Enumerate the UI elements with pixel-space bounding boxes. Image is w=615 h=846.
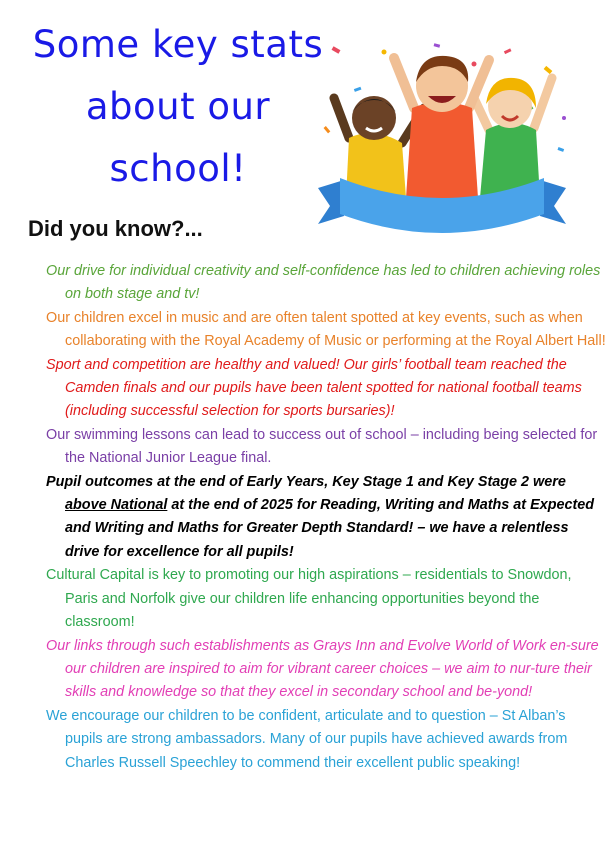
section-heading: Did you know?... — [28, 216, 203, 241]
fact-career-links: Our links through such establishments as Grays Inn and Evolve World of Work en-sure our children are inspired to aim for vibrant career choices – we aim to nur-ture their skills and knowledge so that they excel in secondary school and be-yond! — [46, 637, 599, 701]
title-line-3: school! — [109, 147, 247, 190]
page-title — [18, 14, 338, 200]
fact-public-speaking: We encourage our children to be confident, articulate and to question – St Alban’s pupils are strong ambassadors. Many of our pupils have achieved awards from Charles Russell Speechley to commend their excellent public speaking! — [46, 707, 568, 771]
title-line-2: about our — [85, 85, 271, 128]
fact-music: Our children excel in music and are often talent spotted at key events, such as when collaborating with the Royal Academy of Music or performing at the Royal Albert Hall! — [46, 309, 606, 350]
fact-swimming: Our swimming lessons can lead to success out of school – including being selected for the National Junior League final. — [46, 426, 598, 467]
fact-creativity: Our drive for individual creativity and self-confidence has led to children achieving roles on both stage and tv! — [46, 263, 601, 303]
above-national-emphasis: above National — [65, 497, 168, 514]
fact-cultural-capital: Cultural Capital is key to promoting our high aspirations – residentials to Snowdon, Paris and Norfolk give our children life enhancing opportunities beyond the classroom! — [46, 567, 572, 631]
celebrating-children-illustration — [314, 38, 570, 238]
fact-outcomes-post: at the end of 2025 for Reading, Writing and Maths at Expected and Writing and Maths for Greater Depth Standard! – we have a relentless drive for excellence for all pupils! — [65, 497, 595, 560]
fact-outcomes-pre: Pupil outcomes at the end of Early Years, Key Stage 1 and Key Stage 2 were — [46, 473, 566, 490]
fact-pupil-outcomes — [46, 471, 606, 565]
title-line-1: Some key stats — [32, 23, 324, 66]
fact-sport: Sport and competition are healthy and valued! Our girls’ football team reached the Camden finals and our pupils have been talent spotted for national football teams (including successful selection for sports bursaries)! — [46, 356, 582, 420]
facts-list — [46, 260, 606, 775]
